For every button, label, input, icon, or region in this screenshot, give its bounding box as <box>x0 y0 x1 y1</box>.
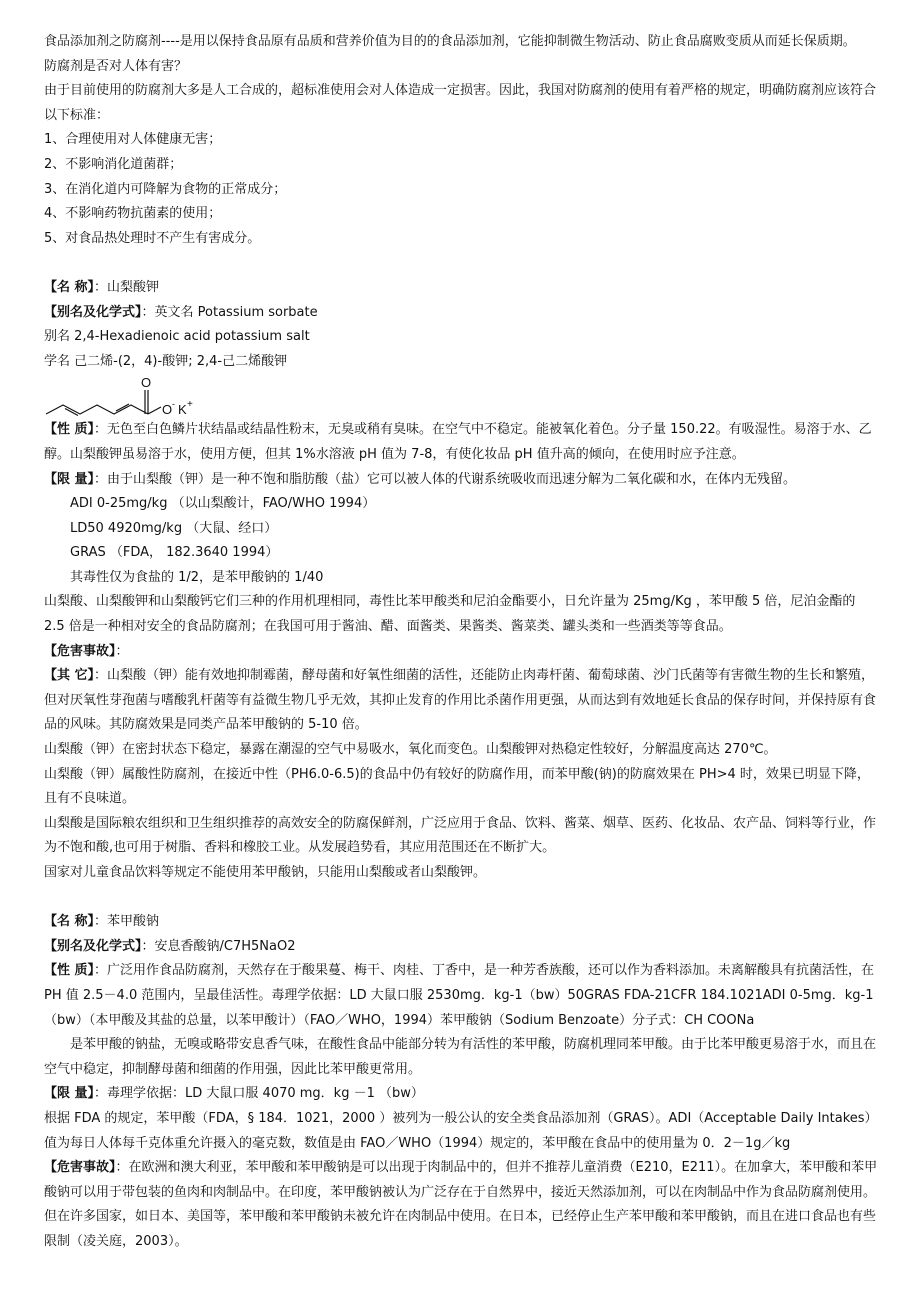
potassium-label: K <box>178 402 187 418</box>
sorbate-acidic: 山梨酸（钾）属酸性防腐剂，在接近中性（PH6.0-6.5)的食品中仍有较好的防腐作用，而苯甲酸(钠)的防腐效果在 PH>4 时，效果已明显下降，且有不良味道。 <box>44 766 870 807</box>
standard-item: 4、不影响药物抗菌素的使用； <box>44 206 222 222</box>
benzoate-fda: 根据 FDA 的规定，苯甲酸（FDA，§ 184．1021，2000 ）被列为一般公认的安全类食品添加剂（GRAS）。ADI（Acceptable Daily Intakes）值为每日人体每千克体重允许摄入的毫克数，数值是由 FAO／WHO（1994）规定的，苯甲酸在食品中的使用量为 0．2－1g／kg <box>44 1110 878 1151</box>
limit-item: 其毒性仅为食盐的 1/2，是苯甲酸钠的 1/40 <box>70 569 324 585</box>
name-value: ：苯甲酸钠 <box>94 914 160 930</box>
limit-label: 【限 量】 <box>44 471 95 487</box>
benzoate-properties-continued: 是苯甲酸的钠盐，无嗅或略带安息香气味，在酸性食品中能部分转为有活性的苯甲酸，防腐机理同苯甲酸。由于比苯甲酸更易溶于水，而且在空气中稳定，抑制酵母菌和细菌的作用强，因此比苯甲酸更常用。 <box>44 1037 877 1077</box>
oxygen-bond <box>148 407 161 414</box>
benzoate-alias <box>44 935 880 960</box>
alias-value: ：英文名 Potassium sorbate <box>141 304 318 320</box>
alias-label: 【别名及化学式】 <box>44 304 142 320</box>
sorbate-stability: 山梨酸（钾）在密封状态下稳定，暴露在潮湿的空气中易吸水，氧化而变色。山梨酸钾对热稳定性较好，分解温度高达 270℃。 <box>44 742 777 758</box>
carbonyl-oxygen-label: O <box>141 375 152 391</box>
document-body <box>44 30 880 1255</box>
properties-label: 【性 质】 <box>44 963 95 979</box>
alias-label: 【别名及化学式】 <box>44 938 142 954</box>
benzoate-properties <box>44 959 880 1033</box>
benzoate-limit <box>44 1082 880 1107</box>
spacer <box>44 251 880 276</box>
sorbate-name <box>44 276 880 301</box>
properties-value: ：无色至白色鳞片状结晶或结晶性粉末，无臭或稍有臭味。在空气中不稳定。能被氧化着色。分子量 150.22。有吸湿性。易溶于水、乙醇。山梨酸钾虽易溶于水，使用方便，但其 1%水溶液 pH 值为 7-8，有使化妆品 pH 值升高的倾向，在使用时应予注意。 <box>44 422 872 462</box>
sorbate-properties <box>44 418 880 467</box>
intro-explanation: 由于目前使用的防腐剂大多是人工合成的，超标准使用会对人体造成一定损害。因此，我国对防腐剂的使用有着严格的规定，明确防腐剂应该符合以下标准： <box>44 83 877 123</box>
sorbate-structure-diagram <box>44 374 880 418</box>
structure-svg <box>44 374 214 418</box>
intro-definition: 食品添加剂之防腐剂----是用以保持食品原有品质和营养价值为目的的食品添加剂，它能抑制微生物活动、防止食品腐败变质从而延长保质期。 <box>44 34 856 49</box>
anion-oxygen-label: O <box>162 402 173 418</box>
sorbate-other <box>44 664 880 738</box>
hazard-value: ： <box>115 643 129 659</box>
name-label: 【名 称】 <box>44 914 95 930</box>
standard-item: 1、合理使用对人体健康无害； <box>44 132 222 148</box>
other-label: 【其 它】 <box>44 668 95 684</box>
limit-value: ：由于山梨酸（钾）是一种不饱和脂肪酸（盐）它可以被人体的代谢系统吸收而迅速分解为二氧化碳和水，在体内无残留。 <box>94 471 797 487</box>
name-value: ：山梨酸钾 <box>94 279 160 295</box>
sorbate-alias-english: 别名 2,4-Hexadienoic acid potassium salt <box>44 329 310 345</box>
minus-charge: - <box>172 399 175 410</box>
sorbate-alias <box>44 301 880 326</box>
standard-item: 2、不影响消化道菌群； <box>44 156 183 172</box>
benzoate-hazard <box>44 1156 880 1254</box>
properties-value: ：广泛用作食品防腐剂，天然存在于酸果蔓、梅干、肉桂、丁香中，是一种芳香族酸，还可以作为香料添加。未离解酸具有抗菌活性，在 PH 值 2.5－4.0 范围内，呈最佳活性。毒理学依据：LD 大鼠口服 2530mg．kg-1（bw）50GRAS FDA-21CFR 184.1021ADI 0-5mg．kg-1（bw）（本甲酸及其盐的总量，以苯甲酸计）（FAO／WHO，1994）苯甲酸钠（Sodium Benzoate）分子式：CH COONa <box>44 963 875 1028</box>
sorbate-children: 国家对儿童食品饮料等规定不能使用苯甲酸钠，只能用山梨酸或者山梨酸钾。 <box>44 865 487 880</box>
sorbate-comparison: 山梨酸、山梨酸钾和山梨酸钙它们三种的作用机理相同，毒性比苯甲酸类和尼泊金酯要小，日允许量为 25mg/Kg ，苯甲酸 5 倍，尼泊金酯的 2.5 倍是一种相对安全的食品防腐剂；在我国可用于酱油、醋、面酱类、果酱类、酱菜类、罐头类和一些酒类等等食品。 <box>44 594 856 635</box>
other-value: ：山梨酸（钾）能有效地抑制霉菌，酵母菌和好氧性细菌的活性，还能防止肉毒杆菌、葡萄球菌、沙门氏菌等有害微生物的生长和繁殖，但对厌氧性芽孢菌与嗜酸乳杆菌等有益微生物几乎无效，其抑止发育的作用比杀菌作用更强，从而达到有效地延长食品的保存时间，并保持原有食品的风味。其防腐效果是同类产品苯甲酸钠的 5-10 倍。 <box>44 668 877 733</box>
limit-item: LD50 4920mg/kg （大鼠、经口） <box>70 520 278 536</box>
hazard-label: 【危害事故】 <box>44 643 116 659</box>
chain-bonds <box>46 405 148 414</box>
intro-question: 防腐剂是否对人体有害？ <box>44 58 188 74</box>
limit-value: ：毒理学依据：LD 大鼠口服 4070 mg．kg －1 （bw） <box>94 1086 424 1102</box>
name-label: 【名 称】 <box>44 279 95 295</box>
alias-value: ：安息香酸钠/C7H5NaO2 <box>141 938 296 954</box>
sorbate-usage: 山梨酸是国际粮农组织和卫生组织推荐的高效安全的防腐保鲜剂，广泛应用于食品、饮料、酱菜、烟草、医药、化妆品、农产品、饲料等行业，作为不饱和酸,也可用于树脂、香料和橡胶工业。从发展趋势看，其应用范围还在不断扩大。 <box>44 815 877 856</box>
plus-charge: + <box>187 399 193 411</box>
limit-item: GRAS （FDA， 182.3640 1994） <box>70 545 279 561</box>
spacer <box>44 886 880 911</box>
benzoate-name <box>44 910 880 935</box>
hazard-value: ：在欧洲和澳大利亚，苯甲酸和苯甲酸钠是可以出现于肉制品中的，但并不推荐儿童消费（E210，E211）。在加拿大，苯甲酸和苯甲酸钠可以用于带包装的鱼肉和肉制品中。在印度，苯甲酸钠被认为广泛存在于自然界中，接近天然添加剂，可以在肉制品中作为食品防腐剂使用。但在许多国家，如日本、美国等，苯甲酸和苯甲酸钠未被允许在肉制品中使用。在日本，已经停止生产苯甲酸和苯甲酸钠，而且在进口食品也有些限制（凌关庭，2003）。 <box>44 1160 878 1249</box>
properties-label: 【性 质】 <box>44 422 95 438</box>
limit-item: ADI 0-25mg/kg （以山梨酸计，FAO/WHO 1994） <box>70 496 376 512</box>
limit-label: 【限 量】 <box>44 1086 95 1102</box>
carbon-chain <box>46 390 161 416</box>
standard-item: 3、在消化道内可降解为食物的正常成分； <box>44 181 287 197</box>
hazard-label: 【危害事故】 <box>44 1160 116 1176</box>
standard-item: 5、对食品热处理时不产生有害成分。 <box>44 230 261 246</box>
sorbate-hazard <box>44 640 880 665</box>
sorbate-limit <box>44 468 880 493</box>
sorbate-scientific-name: 学名 己二烯-(2，4)-酸钾; 2,4-己二烯酸钾 <box>44 353 288 369</box>
